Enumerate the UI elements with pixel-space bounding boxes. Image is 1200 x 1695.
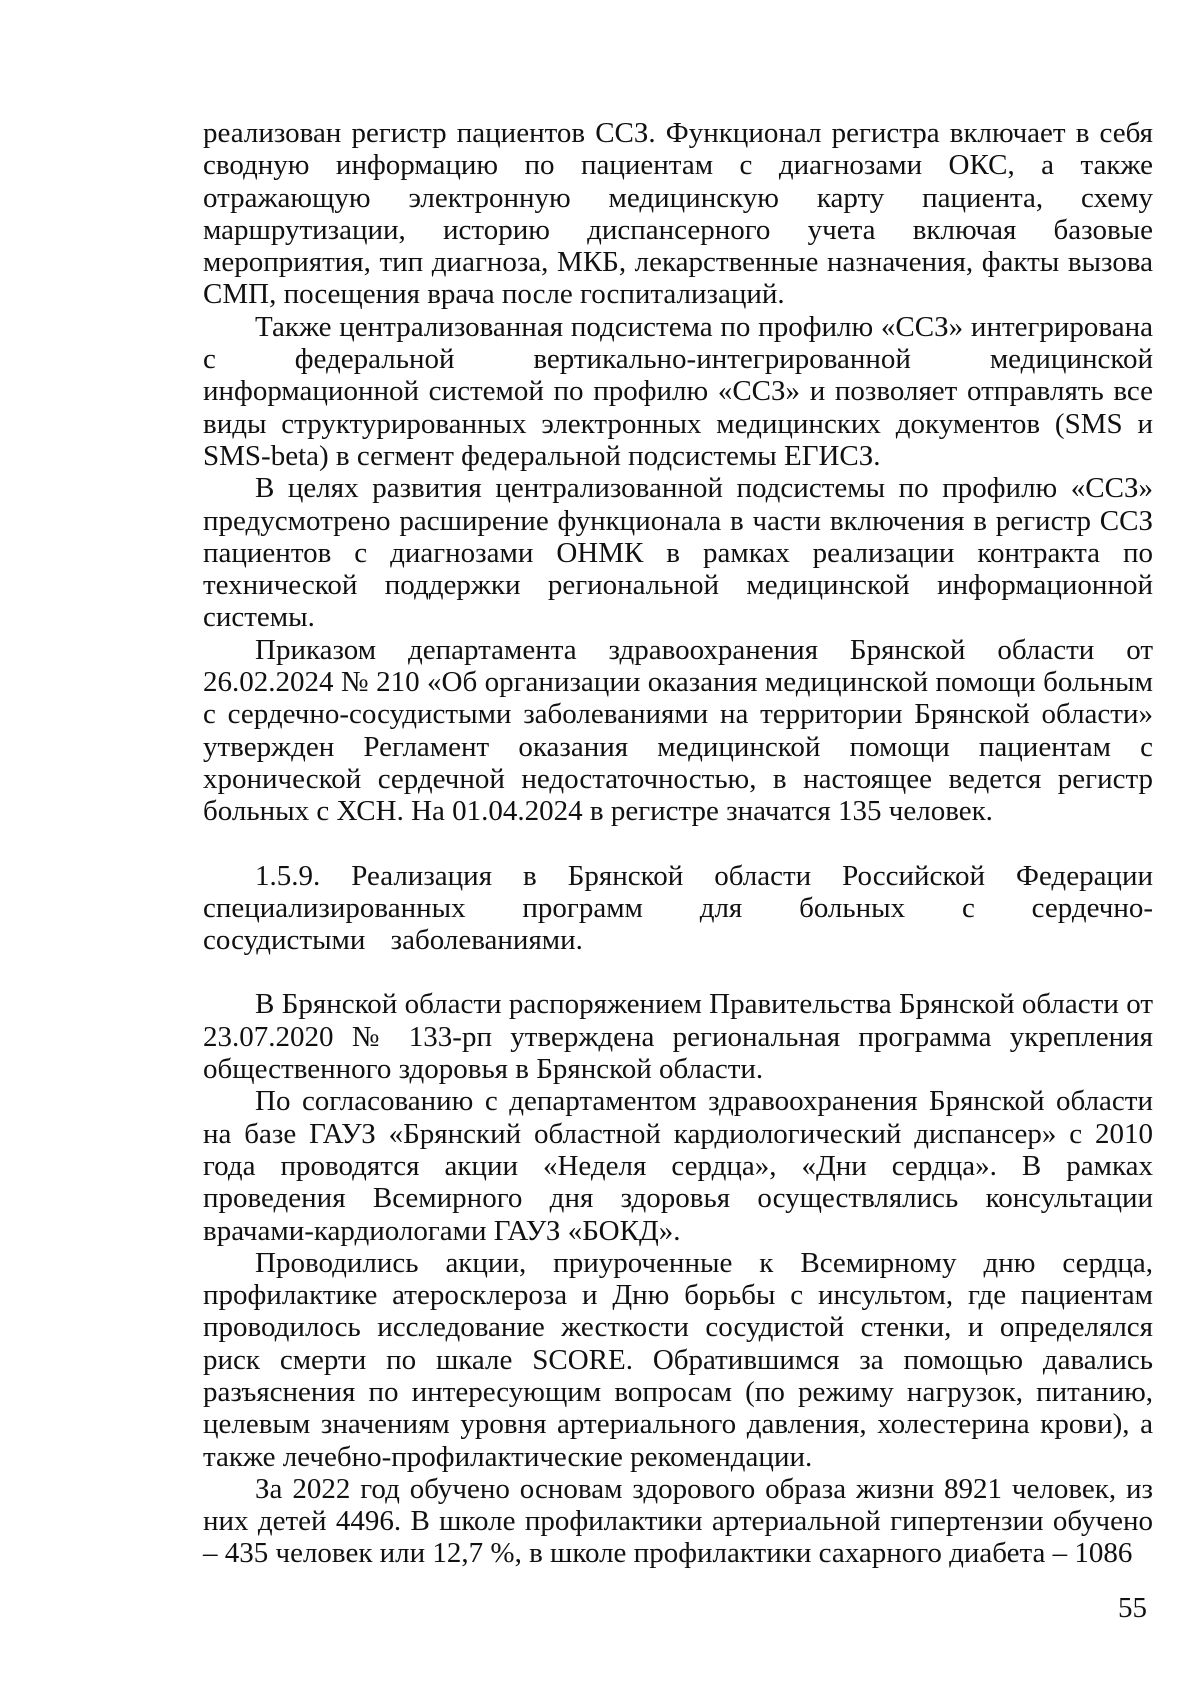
paragraph-4: Приказом департамента здравоохранения Брянской области от 26.02.2024 № 210 «Об организации оказания медицинской помощи больным с сердечно-сосудистыми заболеваниями на территории Брянской области» утвержден Регламент оказания медицинской помощи пациентам с хронической сердечной недостаточностью, в настоящее ведется регистр больных с ХСН. На 01.04.2024 в регистре значатся 135 человек. <box>203 633 1153 828</box>
paragraph-9: За 2022 год обучено основам здорового образа жизни 8921 человек, из них детей 4496. В школе профилактики артериальной гипертензии обучено – 435 человек или 12,7 %, в школе профилактики сахарного диабета – 1086 <box>203 1472 1153 1570</box>
paragraph-2: Также централизованная подсистема по профилю «ССЗ» интегрирована с федеральной вертикально-интегрированной медицинской информационной системой по профилю «ССЗ» и позволяет отправлять все виды структурированных электронных медицинских документов (SMS и SMS-beta) в сегмент федеральной подсистемы ЕГИСЗ. <box>203 310 1153 472</box>
paragraph-1: реализован регистр пациентов ССЗ. Функционал регистра включает в себя сводную информацию по пациентам с диагнозами ОКС, а также отражающую электронную медицинскую карту пациента, схему маршрутизации, историю диспансерного учета включая базовые мероприятия, тип диагноза, МКБ, лекарственные назначения, факты вызова СМП, посещения врача после госпитализаций. <box>203 117 1153 311</box>
paragraph-6: В Брянской области распоряжением Правительства Брянской области от 23.07.2020 № 133-рп утверждена региональная программа укрепления общественного здоровья в Брянской области. <box>203 988 1153 1086</box>
paragraph-8: Проводились акции, приуроченные к Всемирному дню сердца, профилактике атеросклероза и Дню борьбы с инсультом, где пациентам проводилось исследование жесткости сосудистой стенки, и определялся риск смерти по шкале SCORE. Обратившимся за помощью давались разъяснения по интересующим вопросам (по режиму нагрузок, питанию, целевым значениям уровня артериального давления, холестерина крови), а также лечебно-профилактические рекомендации. <box>203 1246 1153 1473</box>
section-heading-1-5-9: 1.5.9. Реализация в Брянской области Российской Федерации специализированных программ для больных с сердечно-сосудистыми заболеваниями. <box>203 859 1153 957</box>
page-number: 55 <box>1118 1592 1147 1624</box>
document-body <box>203 117 1153 1570</box>
spacer <box>203 828 1153 860</box>
spacer <box>203 956 1153 988</box>
paragraph-7: По согласованию с департаментом здравоохранения Брянской области на базе ГАУЗ «Брянский областной кардиологический диспансер» с 2010 года проводятся акции «Неделя сердца», «Дни сердца». В рамках проведения Всемирного дня здоровья осуществлялись консультации врачами-кардиологами ГАУЗ «БОКД». <box>203 1085 1153 1247</box>
paragraph-3: В целях развития централизованной подсистемы по профилю «ССЗ» предусмотрено расширение функционала в части включения в регистр ССЗ пациентов с диагнозами ОНМК в рамках реализации контракта по технической поддержки региональной медицинской информационной системы. <box>203 472 1153 634</box>
